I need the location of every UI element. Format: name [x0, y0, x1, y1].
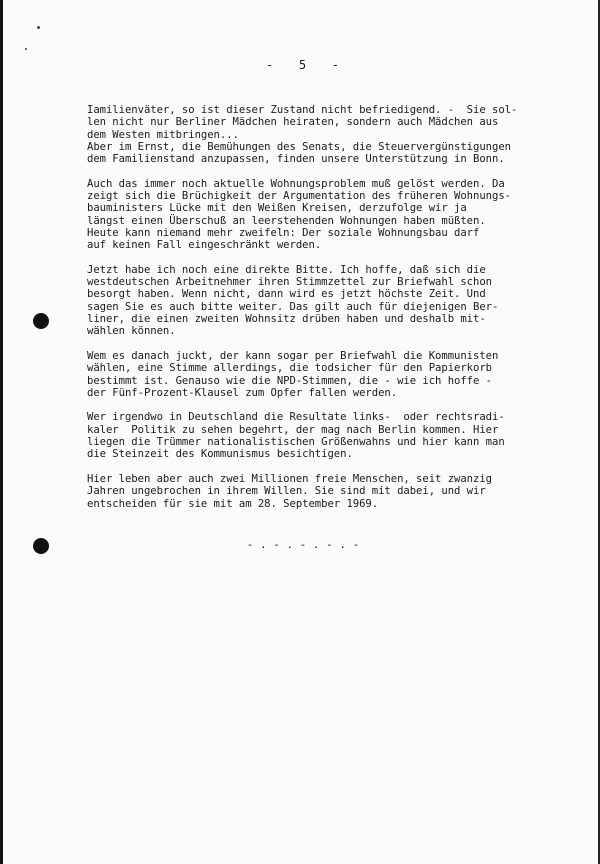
text-line: auf keinen Fall eingeschränkt werden. — [87, 239, 322, 252]
text-line: wählen, eine Stimme allerdings, die todsicher für den Papierkorb — [87, 362, 492, 375]
scan-speck — [25, 48, 27, 50]
text-line: Auch das immer noch aktuelle Wohnungsproblem muß gelöst werden. Da — [87, 177, 505, 190]
paragraph-3 — [87, 178, 567, 252]
text-line: Iamilienväter, so ist dieser Zustand nicht befriedigend. - Sie sol- — [87, 104, 518, 116]
text-line: dem Westen mitbringen... — [87, 128, 239, 141]
scan-speck — [37, 26, 40, 29]
text-line: der Fünf-Prozent-Klausel zum Opfer fallen werden. — [87, 386, 398, 399]
paragraph-7 — [87, 473, 567, 510]
text-line: längst einen Überschuß an leerstehenden Wohnungen haben müßten. — [87, 214, 486, 227]
document-body — [87, 104, 567, 522]
text-line: dem Familienstand anzupassen, finden unsere Unterstützung in Bonn. — [87, 153, 505, 166]
text-line: liegen die Trümmer nationalistischen Größenwahns und hier kann man — [87, 436, 505, 449]
text-line: bestimmt ist. Genauso wie die NPD-Stimmen, die - wie ich hoffe - — [87, 374, 492, 387]
text-line: sagen Sie es auch bitte weiter. Das gilt auch für diejenigen Ber- — [87, 300, 499, 313]
text-line: Wer irgendwo in Deutschland die Resultate links- oder rechtsradi- — [87, 411, 505, 424]
paragraph-4 — [87, 264, 567, 338]
punch-hole-icon — [33, 313, 49, 329]
text-line: len nicht nur Berliner Mädchen heiraten, sondern auch Mädchen aus — [87, 116, 499, 129]
text-line: Jahren ungebrochen in ihrem Willen. Sie sind mit dabei, und wir — [87, 485, 486, 498]
text-line: Jetzt habe ich noch eine direkte Bitte. Ich hoffe, daß sich die — [87, 263, 486, 276]
text-line: Aber im Ernst, die Bemühungen des Senats, die Steuervergünstigungen — [87, 140, 511, 153]
text-line: kaler Politik zu sehen begehrt, der mag nach Berlin kommen. Hier — [87, 423, 499, 436]
paragraph-1 — [87, 104, 567, 141]
page-number: - 5 - — [265, 58, 341, 72]
paragraph-5 — [87, 350, 567, 399]
text-line: Hier leben aber auch zwei Millionen freie Menschen, seit zwanzig — [87, 472, 492, 485]
text-line: wählen können. — [87, 325, 176, 338]
paragraph-6 — [87, 411, 567, 460]
text-line: Wem es danach juckt, der kann sogar per Briefwahl die Kommunisten — [87, 349, 499, 362]
end-mark: - . - . - . - . - — [246, 538, 360, 551]
text-line: westdeutschen Arbeitnehmer ihren Stimmzettel zur Briefwahl schon — [87, 276, 492, 289]
paragraph-2 — [87, 141, 567, 166]
text-line: zeigt sich die Brüchigkeit der Argumentation des früheren Wohnungs- — [87, 190, 511, 203]
text-line: entscheiden für sie mit am 28. September 1969. — [87, 497, 379, 510]
text-line: bauministers Lücke mit den Weißen Kreisen, derzufolge wir ja — [87, 202, 467, 215]
text-line: liner, die einen zweiten Wohnsitz drüben haben und deshalb mit- — [87, 313, 486, 326]
text-line: besorgt haben. Wenn nicht, dann wird es jetzt höchste Zeit. Und — [87, 288, 486, 301]
text-line: die Steinzeit des Kommunismus besichtigen. — [87, 448, 353, 461]
text-line: Heute kann niemand mehr zweifeln: Der soziale Wohnungsbau darf — [87, 226, 480, 239]
